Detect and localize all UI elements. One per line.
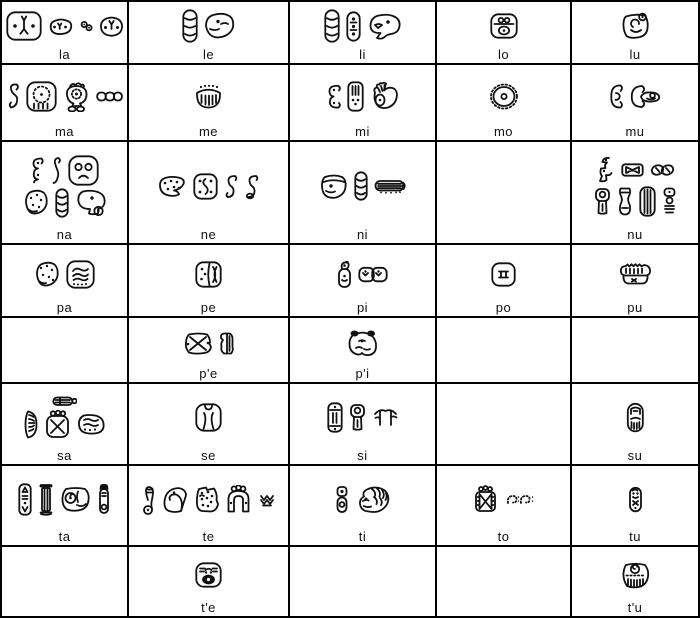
maya-glyph-cartouche-dotring	[26, 81, 57, 112]
maya-glyph-comb-tall	[347, 81, 364, 112]
glyph-group	[157, 173, 260, 213]
maya-glyph-pi-symbol	[372, 406, 399, 429]
glyph-group	[24, 155, 106, 231]
maya-glyph-s-curve-tail	[244, 173, 260, 200]
syllable-label: ni	[356, 227, 369, 242]
maya-glyph-column-caps	[38, 483, 54, 516]
glyph-group	[183, 331, 235, 369]
syllable-cell-pa	[2, 245, 129, 318]
maya-glyph-stack-glyph	[662, 187, 677, 216]
maya-glyph-oval-bands-small	[55, 188, 69, 218]
glyph-row	[594, 186, 677, 217]
glyph-row	[346, 329, 379, 358]
glyph-group	[327, 402, 399, 446]
syllable-cell-li	[290, 2, 437, 65]
glyph-row	[326, 81, 399, 112]
syllable-cell-mi	[290, 65, 437, 142]
maya-glyph-pu-crown	[618, 262, 653, 287]
empty-cell	[437, 384, 572, 466]
syllable-cell-le	[129, 2, 290, 65]
syllable-label: ne	[200, 227, 217, 242]
syllable-cell-p-e	[129, 318, 290, 384]
maya-glyph-se-square	[195, 403, 222, 432]
glyph-row	[618, 262, 653, 287]
maya-glyph-oval-bands-small	[354, 171, 368, 201]
maya-glyph-c-bracket	[326, 82, 341, 111]
maya-glyph-cartouche-hook	[60, 485, 91, 514]
syllable-cell-na	[2, 142, 129, 245]
syllable-label: ti	[358, 529, 367, 544]
glyph-group	[621, 561, 650, 603]
maya-glyph-dotted-curls	[504, 492, 534, 507]
maya-glyph-striped-column	[639, 186, 656, 217]
syllable-cell-sa	[2, 384, 129, 466]
maya-glyph-x-bundle	[473, 485, 498, 514]
maya-glyph-split-bar	[218, 331, 235, 356]
glyph-group	[608, 82, 662, 124]
glyph-row	[7, 81, 123, 112]
empty-cell	[2, 318, 129, 384]
maya-glyph-oval-dot-bar	[335, 485, 349, 514]
syllable-label: p'i	[355, 366, 370, 381]
glyph-group	[7, 81, 123, 125]
syllable-cell-ni	[290, 142, 437, 245]
maya-glyph-arch-crown	[225, 485, 252, 514]
syllable-cell-pi	[290, 245, 437, 318]
maya-glyph-bowtie-rect	[621, 163, 644, 177]
maya-glyph-head-snout	[367, 12, 402, 41]
glyph-row	[491, 262, 516, 287]
glyph-group	[628, 486, 643, 526]
glyph-group	[594, 155, 677, 230]
glyph-row	[195, 562, 222, 588]
syllable-cell-lu	[572, 2, 698, 65]
syllable-label: t'u	[627, 600, 643, 615]
maya-glyph-cartouche-lo	[490, 13, 518, 39]
glyph-row	[24, 188, 106, 218]
glyph-row	[621, 12, 650, 40]
maya-glyph-bracket-e	[30, 155, 44, 186]
glyph-group	[626, 402, 645, 446]
maya-glyph-log-small	[52, 395, 77, 407]
maya-glyph-double-round	[358, 266, 388, 283]
glyph-row	[30, 155, 99, 186]
syllable-cell-la	[2, 2, 129, 65]
glyph-row	[337, 260, 388, 289]
maya-glyph-comb-arc	[23, 409, 39, 440]
syllable-label: su	[627, 448, 643, 463]
maya-glyph-head-profile	[204, 11, 236, 41]
maya-glyph-cartouche-sad	[68, 155, 99, 186]
glyph-row	[194, 83, 223, 110]
maya-glyph-hook-ball	[142, 484, 156, 515]
syllable-label: lu	[629, 47, 641, 62]
maya-glyph-spotted-head	[24, 188, 49, 217]
maya-glyph-striped-column-cap	[327, 402, 343, 433]
glyph-group	[23, 395, 106, 453]
syllable-label: ta	[58, 529, 71, 544]
glyph-group	[473, 485, 534, 527]
maya-glyph-s-curve	[224, 173, 238, 200]
syllable-label: na	[56, 227, 73, 242]
syllable-label: sa	[57, 448, 72, 463]
syllable-cell-su	[572, 384, 698, 466]
syllable-cell-pu	[572, 245, 698, 318]
maya-glyph-s-bar	[50, 155, 62, 186]
syllable-label: pa	[56, 300, 73, 315]
maya-glyph-oval-bands	[324, 9, 340, 43]
maya-glyph-oval-bands	[182, 9, 198, 43]
maya-glyph-spotted-curl	[157, 174, 187, 199]
maya-glyph-torch-bar	[97, 483, 111, 516]
maya-glyph-hook-figure	[596, 155, 615, 184]
maya-glyph-double-oval	[650, 163, 675, 177]
glyph-row	[621, 561, 650, 590]
glyph-group	[335, 484, 391, 528]
maya-glyph-head-ears	[346, 329, 379, 358]
glyph-row	[628, 486, 643, 513]
glyph-group	[35, 260, 95, 302]
glyph-group	[326, 81, 399, 125]
maya-glyph-hand	[370, 81, 399, 111]
syllable-label: me	[198, 124, 219, 139]
maya-glyph-x-square-crown	[45, 409, 70, 440]
syllable-label: le	[202, 47, 215, 62]
syllable-cell-lo	[437, 2, 572, 65]
syllable-label: t'e	[201, 600, 216, 615]
maya-glyph-figure-small	[349, 403, 366, 432]
maya-glyph-split-cartouche	[195, 261, 222, 288]
syllable-label: nu	[627, 227, 643, 242]
syllable-cell-nu	[572, 142, 698, 245]
maya-glyph-te-glottal-square	[195, 562, 222, 588]
syllable-cell-po	[437, 245, 572, 318]
maya-glyph-tu-glottal-square	[621, 561, 650, 590]
glyph-row	[608, 82, 662, 111]
maya-glyph-head-band	[319, 172, 348, 201]
glyph-row	[490, 13, 518, 39]
maya-glyph-hourglass-bar	[617, 186, 633, 217]
maya-glyph-po-symbol	[491, 262, 516, 287]
syllable-cell-tu	[572, 466, 698, 547]
glyph-row	[327, 402, 399, 433]
glyph-row	[52, 395, 77, 407]
maya-glyph-c-curl	[608, 82, 623, 111]
glyph-row	[35, 260, 95, 289]
syllable-cell-ta	[2, 466, 129, 547]
syllable-cell-t-u	[572, 547, 698, 616]
syllable-label: si	[357, 448, 368, 463]
maya-glyph-s-hook	[7, 82, 20, 110]
empty-cell	[572, 318, 698, 384]
glyph-row	[23, 409, 106, 440]
maya-glyph-oval-dots	[346, 11, 361, 42]
syllable-label: pi	[356, 300, 369, 315]
maya-glyph-blob-face	[48, 17, 74, 36]
glyph-row	[596, 155, 675, 184]
glyph-group	[618, 262, 653, 300]
syllable-cell-p-i	[290, 318, 437, 384]
maya-glyph-cartouche-y	[6, 11, 42, 41]
syllable-label: ma	[54, 124, 75, 139]
syllable-cell-mo	[437, 65, 572, 142]
glyph-group	[195, 261, 222, 301]
glyph-group	[346, 329, 379, 371]
glyph-row	[18, 483, 111, 516]
maya-glyph-oval-chain	[96, 90, 123, 102]
glyph-group	[194, 83, 223, 123]
syllable-cell-te	[129, 466, 290, 547]
glyph-row	[319, 171, 407, 201]
syllable-cell-ti	[290, 466, 437, 547]
syllable-label: p'e	[199, 366, 218, 381]
maya-glyph-oval-comb	[626, 402, 645, 433]
glyph-row	[6, 11, 124, 41]
syllable-label: se	[201, 448, 216, 463]
maya-glyph-spiral-square	[621, 12, 650, 40]
syllable-label: po	[495, 300, 512, 315]
glyph-row	[157, 173, 260, 200]
syllable-label: tu	[629, 529, 641, 544]
empty-cell	[2, 547, 129, 616]
syllable-label: te	[202, 529, 215, 544]
maya-glyph-curl-d	[162, 485, 188, 514]
maya-glyph-x-square	[183, 331, 212, 356]
glyph-row	[195, 403, 222, 432]
maya-glyph-cartouche-spots	[193, 173, 218, 200]
syllable-cell-ne	[129, 142, 290, 245]
maya-glyph-feather-head	[355, 484, 391, 515]
syllable-label: mu	[625, 124, 645, 139]
syllable-label: li	[359, 47, 366, 62]
maya-glyph-bird-oval	[337, 260, 352, 289]
maya-glyph-round-y	[99, 15, 124, 38]
syllable-cell-si	[290, 384, 437, 466]
glyph-group	[142, 484, 276, 528]
maya-glyph-spotted-profile	[35, 260, 60, 289]
empty-cell	[437, 142, 572, 245]
syllable-cell-mu	[572, 65, 698, 142]
glyph-row	[142, 484, 276, 515]
glyph-group	[491, 262, 516, 300]
maya-glyph-scribble-round	[76, 412, 106, 437]
glyph-row	[626, 402, 645, 433]
syllable-label: la	[58, 47, 71, 62]
syllable-label: mo	[493, 124, 514, 139]
maya-glyph-cartouche-scribble	[66, 260, 95, 289]
glyph-row	[183, 331, 235, 356]
maya-glyph-figure-small	[594, 187, 611, 216]
glyph-group	[18, 483, 111, 529]
glyph-group	[319, 171, 407, 214]
empty-cell	[437, 547, 572, 616]
glyph-group	[195, 403, 222, 445]
maya-glyph-log	[374, 178, 407, 194]
maya-glyph-zigzag-small	[258, 491, 276, 508]
syllable-cell-se	[129, 384, 290, 466]
glyph-row	[473, 485, 534, 514]
maya-glyph-bar-av	[18, 483, 32, 516]
syllable-cell-to	[437, 466, 572, 547]
glyph-row	[489, 83, 519, 110]
glyph-row	[182, 9, 236, 43]
maya-glyph-c-head	[629, 83, 662, 110]
maya-glyph-head-circle	[75, 188, 106, 217]
syllable-label: to	[497, 529, 510, 544]
maya-glyph-comb	[194, 83, 223, 110]
empty-cell	[290, 547, 437, 616]
syllable-cell-pe	[129, 245, 290, 318]
syllable-label: lo	[497, 47, 510, 62]
syllable-cell-ma	[2, 65, 129, 142]
glyph-group	[195, 562, 222, 601]
maya-glyph-spotted-square	[194, 485, 219, 514]
glyph-row	[324, 9, 402, 43]
syllable-label: pe	[200, 300, 217, 315]
glyph-row	[335, 484, 391, 515]
glyph-group	[337, 260, 388, 302]
syllable-label: mi	[355, 124, 370, 139]
syllable-cell-me	[129, 65, 290, 142]
maya-glyph-tu-oval	[628, 486, 643, 513]
maya-glyph-dot-pair	[80, 20, 93, 32]
glyph-group	[489, 83, 519, 123]
empty-cell	[437, 318, 572, 384]
maya-glyph-blob-feet	[63, 81, 90, 112]
syllable-cell-t-e	[129, 547, 290, 616]
maya-glyph-circle-dotring	[489, 83, 519, 110]
glyph-row	[195, 261, 222, 288]
syllable-label: pu	[627, 300, 643, 315]
